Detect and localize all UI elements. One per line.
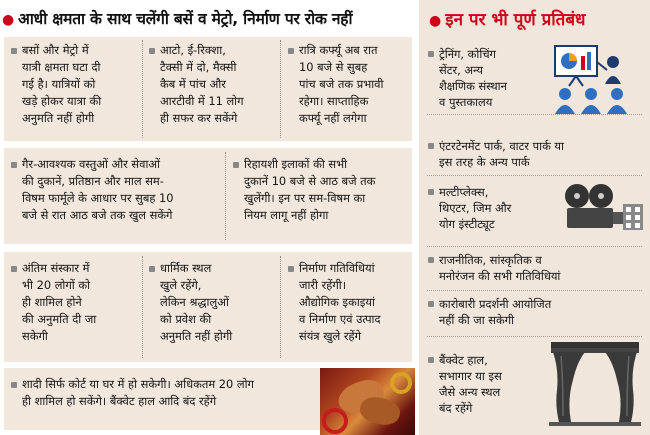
- info-cell-bus-metro: बसों और मेट्रो में यात्री क्षमता घटा दी गई है। यात्रियों को खड़े होकर यात्रा की अनुमति नहीं होगी: [10, 42, 140, 127]
- info-cell-shops-odd-even: गैर-आवश्यक वस्तुओं और सेवाओं की दुकानें, प्रतिष्ठान और माल सम- विषम फार्मूले के आधार पर सुबह 10 बजे से रात आठ बजे तक खुल सकेंगे: [10, 156, 224, 224]
- bullet-icon: [428, 257, 434, 263]
- stage-curtain-icon: [549, 340, 641, 426]
- divider: [427, 336, 642, 337]
- divider: [280, 40, 281, 138]
- headline-bullet-icon: ●: [2, 12, 15, 28]
- divider: [427, 290, 642, 291]
- sidebar-title: ● इन पर भी पूर्ण प्रतिबंध: [429, 10, 586, 30]
- bullet-icon: [11, 266, 17, 272]
- divider: [280, 256, 281, 358]
- bullet-icon: [288, 266, 294, 272]
- bullet-icon: [233, 162, 239, 168]
- bullet-icon: [149, 266, 155, 272]
- info-cell-funeral: अंतिम संस्कार में भी 20 लोगों को ही शामिल होने की अनुमति दी जा सकेगी: [10, 260, 140, 345]
- bullet-icon: [288, 48, 294, 54]
- divider: [427, 175, 642, 176]
- classroom-icon: [547, 40, 643, 116]
- ban-item-coaching: ट्रेनिंग, कोचिंग सेंटर, अन्य शैक्षणिक संस्थान व पुस्तकालय: [427, 46, 547, 110]
- divider: [427, 114, 642, 115]
- info-cell-construction: निर्माण गतिविधियां जारी रहेंगी। औद्योगिक इकाइयां व निर्माण एवं उत्पाद संयंत्र खुले रहेंगे: [287, 260, 412, 345]
- divider: [142, 40, 143, 138]
- wedding-hands-photo: [320, 368, 415, 435]
- info-cell-religious-places: धार्मिक स्थल खुले रहेंगे, लेकिन श्रद्धालुओं को प्रवेश की अनुमति नहीं होगी: [148, 260, 278, 345]
- divider: [427, 246, 642, 247]
- ban-item-banquet-hall: बैंक्वेट हाल, सभागार या इस जैसे अन्य स्थल बंद रहेंगे: [427, 352, 547, 416]
- film-projector-icon: [559, 180, 645, 236]
- info-cell-auto-taxi: आटो, ई-रिक्शा, टैक्सी में दो, मैक्सी कैब में पांच और आरटीवी में 11 लोग ही सफर कर सकेंगे: [148, 42, 278, 127]
- bullet-icon: [428, 357, 434, 363]
- bullet-icon: [11, 48, 17, 54]
- info-cell-residential-shops: रिहायशी इलाकों की सभी दुकानें 10 बजे से आठ बजे तक खुलेंगी। इन पर सम-विषम का नियम लागू नहीं होगा: [232, 156, 412, 224]
- info-cell-wedding: शादी सिर्फ कोर्ट या घर में हो सकेगी। अधिकतम 20 लोग ही शामिल हो सकेंगे। बैंक्वेट हाल आदि बंद रहेंगे: [10, 376, 320, 410]
- headline: ● आधी क्षमता के साथ चलेंगी बसें व मेट्रो, निर्माण पर रोक नहीं: [2, 10, 353, 28]
- bullet-icon: [149, 48, 155, 54]
- bullet-icon: [428, 189, 434, 195]
- divider: [225, 152, 226, 240]
- bullet-icon: [428, 51, 434, 57]
- bullet-icon: [11, 162, 17, 168]
- ban-item-business-exhibition: कारोबारी प्रदर्शनी आयोजित नहीं की जा सकेगी: [427, 296, 647, 328]
- ban-item-entertainment-park: एंटरटेनमेंट पार्क, वाटर पार्क या इस तरह के अन्य पार्क: [427, 138, 647, 170]
- bullet-icon: [428, 301, 434, 307]
- bullet-icon: [11, 382, 17, 388]
- title-bullet-icon: ●: [429, 13, 442, 29]
- bullet-icon: [428, 143, 434, 149]
- ban-sidebar: [419, 0, 650, 435]
- divider: [142, 256, 143, 358]
- ban-item-political-cultural: राजनीतिक, सांस्कृतिक व मनोरंजन की सभी गतिविधियां: [427, 252, 647, 284]
- ban-item-multiplex-gym: मल्टीप्लेक्स, थिएटर, जिम और योग इंस्टीट्यूट: [427, 184, 557, 232]
- info-cell-night-curfew: रात्रि कर्फ्यू अब रात 10 बजे से सुबह पांच बजे तक प्रभावी रहेगा। साप्ताहिक कर्फ्यू नहीं लगेगा: [287, 42, 412, 127]
